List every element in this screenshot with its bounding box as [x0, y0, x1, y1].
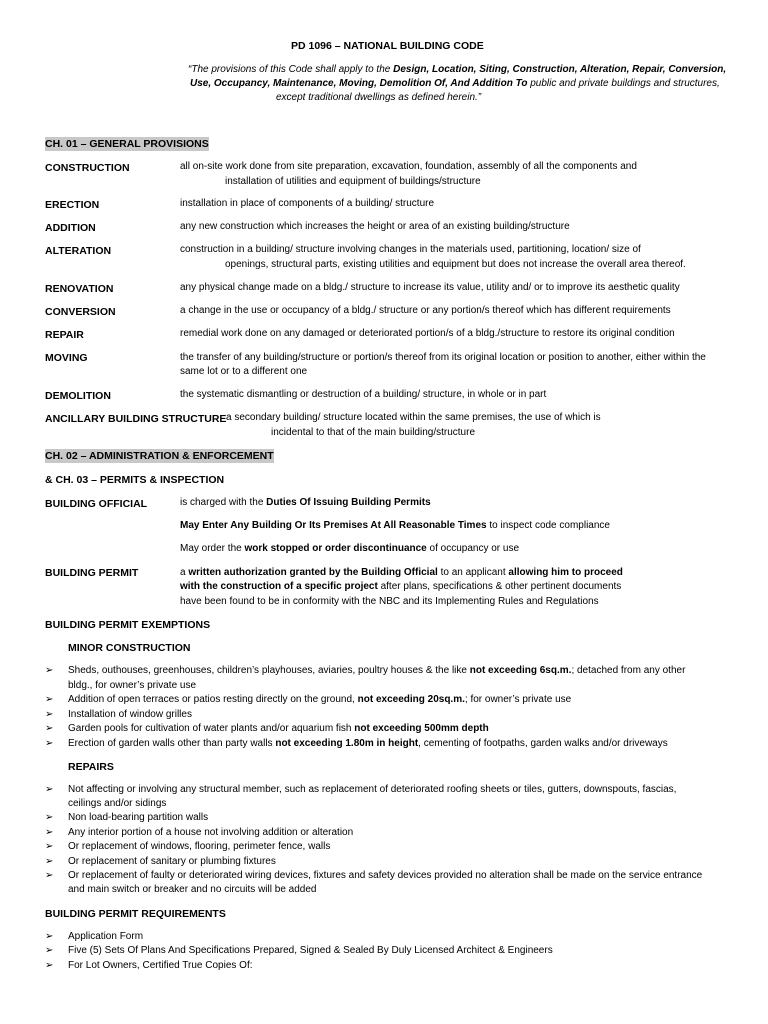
minor-item-4 — [68, 722, 489, 736]
minor-item-5 — [68, 737, 668, 751]
minor-item-1-cont: bldg., for owner’s private use — [68, 680, 197, 691]
def-alteration-1: construction in a building/ structure involving changes in the materials used, partitioning, location/ size of — [180, 244, 641, 255]
quote-line-2 — [190, 77, 720, 91]
official-l2a: May Enter Any Building Or Its Premises At All Reasonable Times — [180, 520, 487, 531]
repair-item-4: Or replacement of windows, flooring, perimeter fence, walls — [68, 841, 331, 852]
ch02-heading: CH. 02 – ADMINISTRATION & ENFORCEMENT — [45, 450, 274, 462]
term-addition: ADDITION — [45, 222, 96, 234]
official-l3b: work stopped or order discontinuance — [244, 543, 427, 554]
def-construction-2: installation of utilities and equipment of buildings/structure — [225, 176, 481, 187]
official-l2b: to inspect code compliance — [486, 520, 610, 531]
minor-item-2 — [68, 693, 571, 707]
requirement-item-2: Five (5) Sets Of Plans And Specifications Prepared, Signed & Sealed By Duly Licensed Architect & Engineers — [68, 945, 553, 956]
def-alteration-2: openings, structural parts, existing utilities and equipment but does not increase the overall area thereof. — [225, 259, 686, 270]
official-line-1 — [180, 496, 431, 510]
minor-construction-heading: MINOR CONSTRUCTION — [68, 642, 191, 654]
permit-l1d: allowing him to proceed — [508, 567, 623, 578]
def-conversion: a change in the use or occupancy of a bldg./ structure or any portion/s thereof which has different requirements — [180, 305, 671, 316]
def-moving-1: the transfer of any building/structure or portion/s thereof from its original location or position to another, either within the — [180, 352, 706, 363]
official-l1a: is charged with the — [180, 497, 267, 508]
bullet-icon: ➢ — [45, 931, 54, 942]
bullet-icon: ➢ — [45, 723, 54, 734]
repair-item-3: Any interior portion of a house not involving addition or alteration — [68, 827, 354, 838]
bullet-icon: ➢ — [45, 870, 54, 881]
bullet-icon: ➢ — [45, 665, 54, 676]
bullet-icon: ➢ — [45, 694, 54, 705]
minor-1a: Sheds, outhouses, greenhouses, children’s playhouses, aviaries, poultry houses & the like — [68, 665, 470, 676]
quote-line-3: except traditional dwellings as defined herein.” — [276, 92, 482, 103]
minor-1b: not exceeding 6sq.m. — [469, 665, 572, 676]
minor-5a: Erection of garden walls other than party walls — [68, 738, 276, 749]
def-demolition: the systematic dismantling or destruction of a building/ structure, in whole or in part — [180, 389, 547, 400]
term-alteration: ALTERATION — [45, 245, 112, 257]
permit-line-2 — [180, 580, 621, 594]
permit-l1b: written authorization granted by the Building Official — [188, 567, 438, 578]
page-title: PD 1096 – NATIONAL BUILDING CODE — [291, 40, 484, 52]
repair-item-6: Or replacement of faulty or deteriorated wiring devices, fixtures and safety devices provided no alteration shall be made on the service entrance — [68, 870, 703, 881]
requirements-heading: BUILDING PERMIT REQUIREMENTS — [45, 908, 226, 920]
bullet-icon: ➢ — [45, 784, 54, 795]
term-ancillary: ANCILLARY BUILDING STRUCTURE — [45, 413, 227, 425]
bullet-icon: ➢ — [45, 856, 54, 867]
minor-item-1 — [68, 664, 685, 678]
minor-4b: not exceeding 500mm depth — [354, 723, 489, 734]
requirement-item-1: Application Form — [68, 931, 144, 942]
def-construction-1: all on-site work done from site preparation, excavation, foundation, assembly of all the components and — [180, 161, 637, 172]
term-conversion: CONVERSION — [45, 306, 116, 318]
term-building-official: BUILDING OFFICIAL — [45, 498, 148, 510]
official-line-2 — [180, 519, 610, 533]
term-renovation: RENOVATION — [45, 283, 114, 295]
term-repair: REPAIR — [45, 329, 84, 341]
quote-l2b: public and private buildings and structures, — [527, 78, 720, 89]
bullet-icon: ➢ — [45, 812, 54, 823]
official-line-3 — [180, 542, 519, 556]
official-l3c: of occupancy or use — [426, 543, 520, 554]
bullet-icon: ➢ — [45, 738, 54, 749]
repair-item-6-cont: and main switch or breaker and no circuits will be added — [68, 884, 317, 895]
def-addition: any new construction which increases the height or area of an existing building/structure — [180, 221, 570, 232]
def-ancillary-1: a secondary building/ structure located within the same premises, the use of which is — [226, 412, 601, 423]
minor-2b: not exceeding 20sq.m. — [357, 694, 465, 705]
official-l3a: May order the — [180, 543, 245, 554]
def-ancillary-2: incidental to that of the main building/structure — [271, 427, 476, 438]
official-l1b: Duties Of Issuing Building Permits — [266, 497, 431, 508]
quote-line-1 — [188, 63, 726, 77]
exemptions-heading: BUILDING PERMIT EXEMPTIONS — [45, 619, 211, 631]
term-moving: MOVING — [45, 352, 88, 364]
def-erection: installation in place of components of a building/ structure — [180, 198, 435, 209]
term-building-permit: BUILDING PERMIT — [45, 567, 139, 579]
repairs-heading: REPAIRS — [68, 761, 114, 773]
permit-l2a: with the construction of a specific project — [180, 581, 378, 592]
permit-l2b: after plans, specifications & other pertinent documents — [377, 581, 622, 592]
ch03-heading: & CH. 03 – PERMITS & INSPECTION — [45, 474, 225, 486]
minor-1c: ; detached from any other — [571, 665, 686, 676]
bullet-icon: ➢ — [45, 945, 54, 956]
repair-item-5: Or replacement of sanitary or plumbing fixtures — [68, 856, 276, 867]
def-moving-2: same lot or to a different one — [180, 366, 308, 377]
def-repair: remedial work done on any damaged or deteriorated portion/s of a bldg./structure to restore its original condition — [180, 328, 675, 339]
requirement-item-3: For Lot Owners, Certified True Copies Of: — [68, 960, 253, 971]
minor-5b: not exceeding 1.80m in height — [275, 738, 419, 749]
repair-item-1-cont: ceilings and/or sidings — [68, 798, 167, 809]
bullet-icon: ➢ — [45, 709, 54, 720]
bullet-icon: ➢ — [45, 960, 54, 971]
permit-l1a: a — [180, 567, 189, 578]
minor-item-3: Installation of window grilles — [68, 709, 192, 720]
term-demolition: DEMOLITION — [45, 390, 111, 402]
quote-l1b: Design, Location, Siting, Construction, Alteration, Repair, Conversion, — [393, 64, 727, 75]
term-construction: CONSTRUCTION — [45, 162, 130, 174]
minor-2c: ; for owner’s private use — [464, 694, 572, 705]
ch01-heading: CH. 01 – GENERAL PROVISIONS — [45, 138, 209, 150]
permit-line-1 — [180, 566, 623, 580]
quote-l2a: Use, Occupancy, Maintenance, Moving, Demolition Of, And Addition To — [190, 78, 528, 89]
minor-5c: , cementing of footpaths, garden walks and/or driveways — [418, 738, 668, 749]
bullet-icon: ➢ — [45, 827, 54, 838]
minor-4a: Garden pools for cultivation of water plants and/or aquarium fish — [68, 723, 355, 734]
repair-item-1: Not affecting or involving any structural member, such as replacement of deteriorated roofing sheets or tiles, gutters, downspouts, fascias, — [68, 784, 677, 795]
def-renovation: any physical change made on a bldg./ structure to increase its value, utility and/ or to improve its aesthetic quality — [180, 282, 680, 293]
quote-l1a: “The provisions of this Code shall apply to the — [188, 64, 394, 75]
permit-line-3: have been found to be in conformity with the NBC and its Implementing Rules and Regulations — [180, 596, 599, 607]
term-erection: ERECTION — [45, 199, 100, 211]
repair-item-2: Non load-bearing partition walls — [68, 812, 209, 823]
minor-2a: Addition of open terraces or patios resting directly on the ground, — [68, 694, 358, 705]
bullet-icon: ➢ — [45, 841, 54, 852]
permit-l1c: to an applicant — [437, 567, 509, 578]
